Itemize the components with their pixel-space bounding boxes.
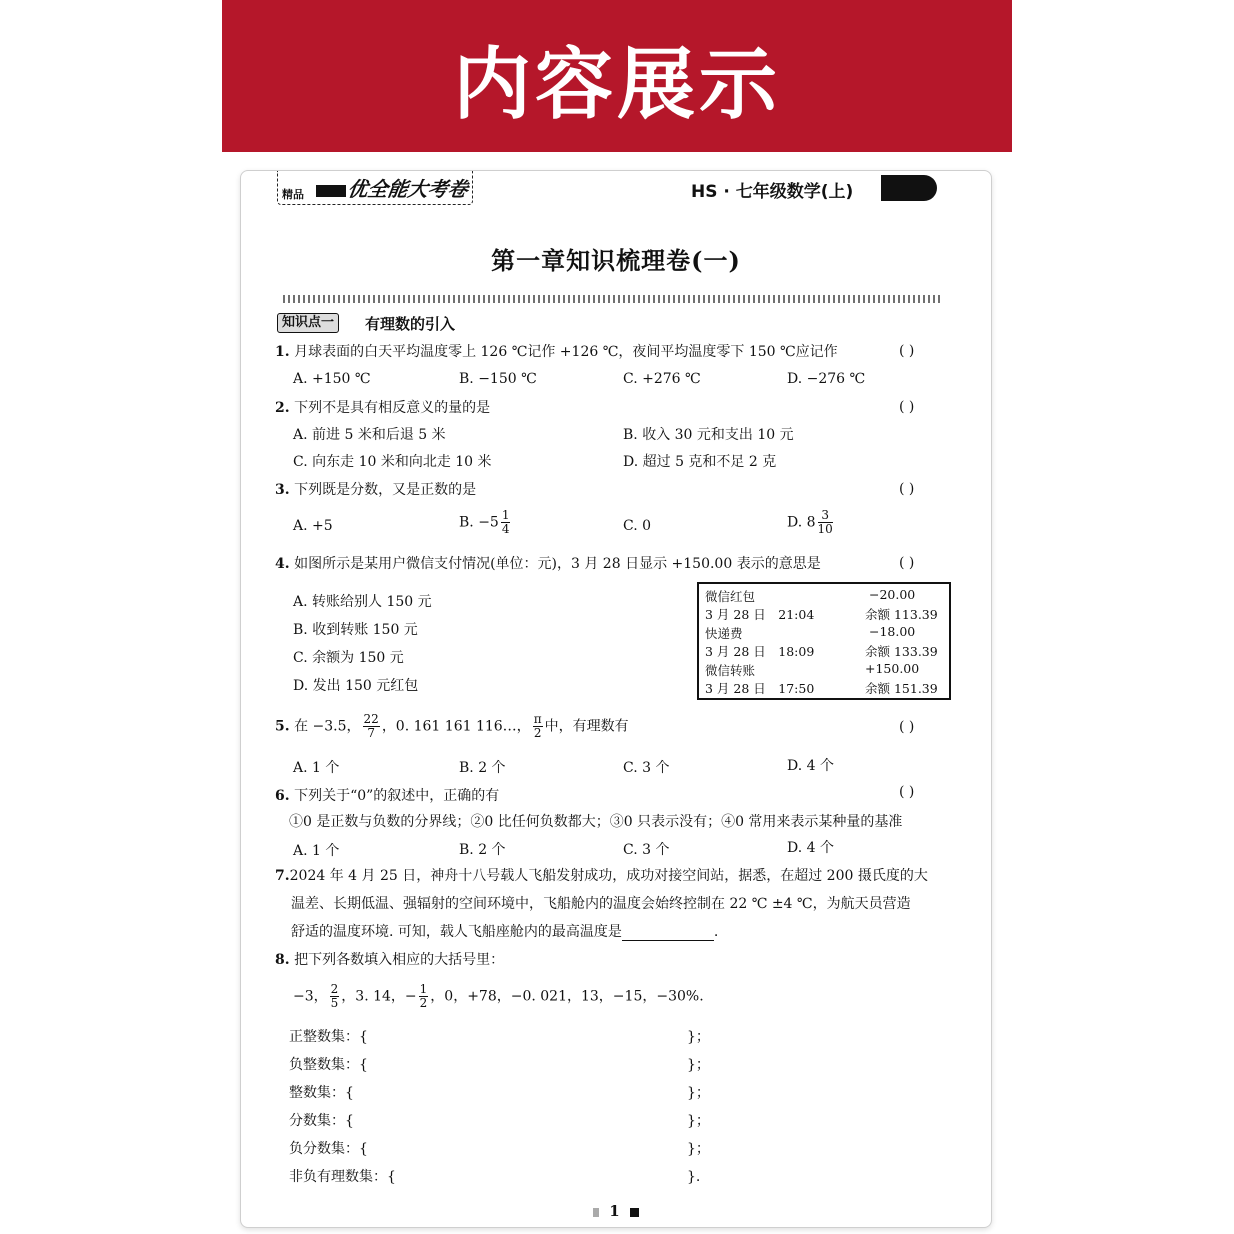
option-a: A. +5: [293, 518, 333, 534]
page-title: 第一章知识梳理卷(一): [491, 246, 741, 275]
numerator: 22: [363, 712, 379, 726]
question-number: 4.: [275, 556, 290, 572]
answer-paren[interactable]: ( ): [899, 343, 915, 359]
set-negative-integers: 负整数集：{: [289, 1057, 368, 1073]
number-list: [293, 983, 704, 1010]
option-c: C. 3 个: [623, 760, 670, 776]
question-1: [275, 343, 838, 361]
fraction: [818, 509, 833, 536]
logo-text: 优全能大考卷: [346, 177, 470, 201]
set-negative-fractions: 负分数集：{: [289, 1141, 368, 1157]
option-c: C. 余额为 150 元: [293, 650, 404, 666]
fraction: [330, 983, 340, 1010]
denominator: 2: [419, 996, 428, 1010]
question-7-line3: [291, 923, 718, 941]
option-a: A. 前进 5 米和后退 5 米: [293, 427, 446, 443]
option-d: D. 发出 150 元红包: [293, 678, 419, 694]
option-a: A. 转账给别人 150 元: [293, 594, 432, 610]
fraction: [419, 983, 429, 1010]
set-fractions: 分数集：{: [289, 1113, 354, 1129]
option-d: D. −276 ℃: [787, 371, 866, 387]
table-row: 3 月 28 日 21:04: [705, 607, 815, 622]
number-text: ，3. 14，−: [341, 988, 417, 1005]
denominator: 5: [330, 996, 339, 1010]
option-text: D. 8: [787, 514, 816, 531]
option-b: [459, 509, 512, 536]
fraction: [501, 509, 511, 536]
set-positive-integers: 正整数集：{: [289, 1029, 368, 1045]
fraction: [363, 713, 380, 740]
question-text: 把下列各数填入相应的大括号里：: [294, 952, 505, 968]
question-number: 6.: [275, 788, 290, 804]
question-3: [275, 481, 476, 499]
question-7: [275, 867, 928, 885]
denominator: 10: [817, 522, 833, 536]
logo-small-text: 精品: [282, 188, 304, 201]
question-number: 7.: [275, 868, 290, 884]
option-d: D. 4 个: [787, 840, 834, 856]
answer-paren[interactable]: ( ): [899, 399, 915, 415]
question-text: 下列不是具有相反意义的量的是: [294, 400, 491, 416]
option-c: C. 向东走 10 米和向北走 10 米: [293, 454, 492, 470]
table-row: 微信转账: [705, 663, 756, 678]
wechat-pay-table: [697, 582, 951, 700]
number-text: −3，: [293, 988, 328, 1005]
question-number: 5.: [275, 718, 290, 735]
option-b: B. 收入 30 元和支出 10 元: [623, 427, 794, 443]
set-end: }；: [687, 1057, 710, 1073]
question-statements: ①0 是正数与负数的分界线；②0 比任何负数都大；③0 只表示没有；④0 常用来表示某种量的基准: [289, 814, 903, 830]
question-text: 如图所示是某用户微信支付情况(单位：元)，3 月 28 日显示 +150.00 表示的意思是: [294, 556, 821, 572]
set-end: }；: [687, 1029, 710, 1045]
numerator: 1: [419, 982, 428, 996]
question-number: 2.: [275, 400, 290, 416]
table-value: +150.00: [865, 661, 920, 676]
question-number: 3.: [275, 482, 290, 498]
option-d: D. 超过 5 克和不足 2 克: [623, 454, 777, 470]
knowledge-point-title: 有理数的引入: [365, 315, 456, 333]
numerator: 1: [501, 508, 510, 522]
header-badge: [881, 175, 937, 201]
set-end: }；: [687, 1085, 710, 1101]
option-a: A. 1 个: [293, 760, 340, 776]
option-d: D. 4 个: [787, 758, 834, 774]
answer-blank[interactable]: [622, 926, 714, 941]
question-4: [275, 555, 821, 573]
question-text: 下列关于“0”的叙述中，正确的有: [294, 788, 500, 804]
question-text: 在 −3.5，: [294, 718, 361, 735]
question-number: 8.: [275, 952, 290, 968]
option-text: B. −5: [459, 514, 499, 531]
table-value: −20.00: [869, 587, 916, 602]
option-b: B. −150 ℃: [459, 371, 537, 387]
question-6: [275, 787, 499, 805]
subject-label: HS · 七年级数学(上): [691, 182, 854, 202]
set-end: }；: [687, 1141, 710, 1157]
option-b: B. 2 个: [459, 842, 506, 858]
table-row: 微信红包: [705, 589, 756, 604]
option-a: A. +150 ℃: [293, 371, 371, 387]
option-d: [787, 509, 835, 536]
table-row: 快递费: [705, 626, 743, 641]
answer-paren[interactable]: ( ): [899, 784, 915, 800]
option-c: C. 3 个: [623, 842, 670, 858]
table-value: −18.00: [869, 624, 916, 639]
banner-title: 内容展示: [452, 40, 781, 130]
knowledge-point-tag: 知识点一: [277, 313, 339, 333]
table-value: 余额 113.39: [865, 607, 938, 622]
question-text: 温差、长期低温、强辐射的空间环境中，飞船舱内的温度会始终控制在 22 ℃ ±4 ℃，为航天员营造: [291, 896, 911, 912]
option-b: B. 收到转账 150 元: [293, 622, 418, 638]
question-text: 下列既是分数，又是正数的是: [294, 482, 477, 498]
set-end: }.: [687, 1169, 701, 1185]
logo-bar: [316, 185, 346, 197]
question-number: 1.: [275, 344, 290, 360]
number-text: ，0，+78，−0. 021，13，−15，−30%.: [430, 988, 704, 1005]
numerator: π: [533, 712, 542, 726]
numerator: 2: [330, 982, 339, 996]
question-text: 2024 年 4 月 25 日，神舟十八号载人飞船发射成功，成功对接空间站，据悉，在超过 200 摄氏度的大: [289, 868, 928, 884]
table-value: 余额 133.39: [865, 644, 938, 659]
footer-marker: [630, 1208, 639, 1217]
question-text: 月球表面的白天平均温度零上 126 ℃记作 +126 ℃，夜间平均温度零下 150 ℃应记作: [294, 344, 838, 360]
question-text: 中，有理数有: [544, 718, 629, 735]
set-nonnegative-rationals: 非负有理数集：{: [289, 1169, 396, 1185]
brand-logo: [277, 171, 473, 205]
table-row: 3 月 28 日 17:50: [705, 681, 815, 696]
footer-marker: [593, 1208, 599, 1217]
answer-paren[interactable]: ( ): [899, 555, 915, 571]
punctuation: .: [713, 924, 719, 940]
answer-paren[interactable]: ( ): [899, 481, 915, 497]
wavy-divider: [283, 295, 943, 303]
question-text: 舒适的温度环境. 可知，载人飞船座舱内的最高温度是: [291, 924, 622, 940]
table-value: 余额 151.39: [865, 681, 938, 696]
banner: [222, 0, 1012, 152]
fraction: [533, 713, 543, 740]
option-c: C. 0: [623, 518, 652, 534]
option-c: C. +276 ℃: [623, 371, 701, 387]
question-8: [275, 951, 504, 969]
page-footer: [241, 1202, 991, 1220]
numerator: 3: [818, 509, 833, 523]
set-integers: 整数集：{: [289, 1085, 354, 1101]
question-2: [275, 399, 490, 417]
table-row: 3 月 28 日 18:09: [705, 644, 815, 659]
answer-paren[interactable]: ( ): [899, 719, 915, 735]
worksheet-page: [240, 170, 992, 1228]
denominator: 2: [533, 726, 542, 740]
question-text: ，0. 161 161 116…，: [381, 718, 531, 735]
denominator: 4: [501, 522, 510, 536]
question-5: [275, 713, 629, 740]
option-b: B. 2 个: [459, 760, 506, 776]
set-end: }；: [687, 1113, 710, 1129]
option-a: A. 1 个: [293, 843, 340, 859]
denominator: 7: [367, 726, 375, 740]
page-number: 1: [609, 1202, 620, 1220]
